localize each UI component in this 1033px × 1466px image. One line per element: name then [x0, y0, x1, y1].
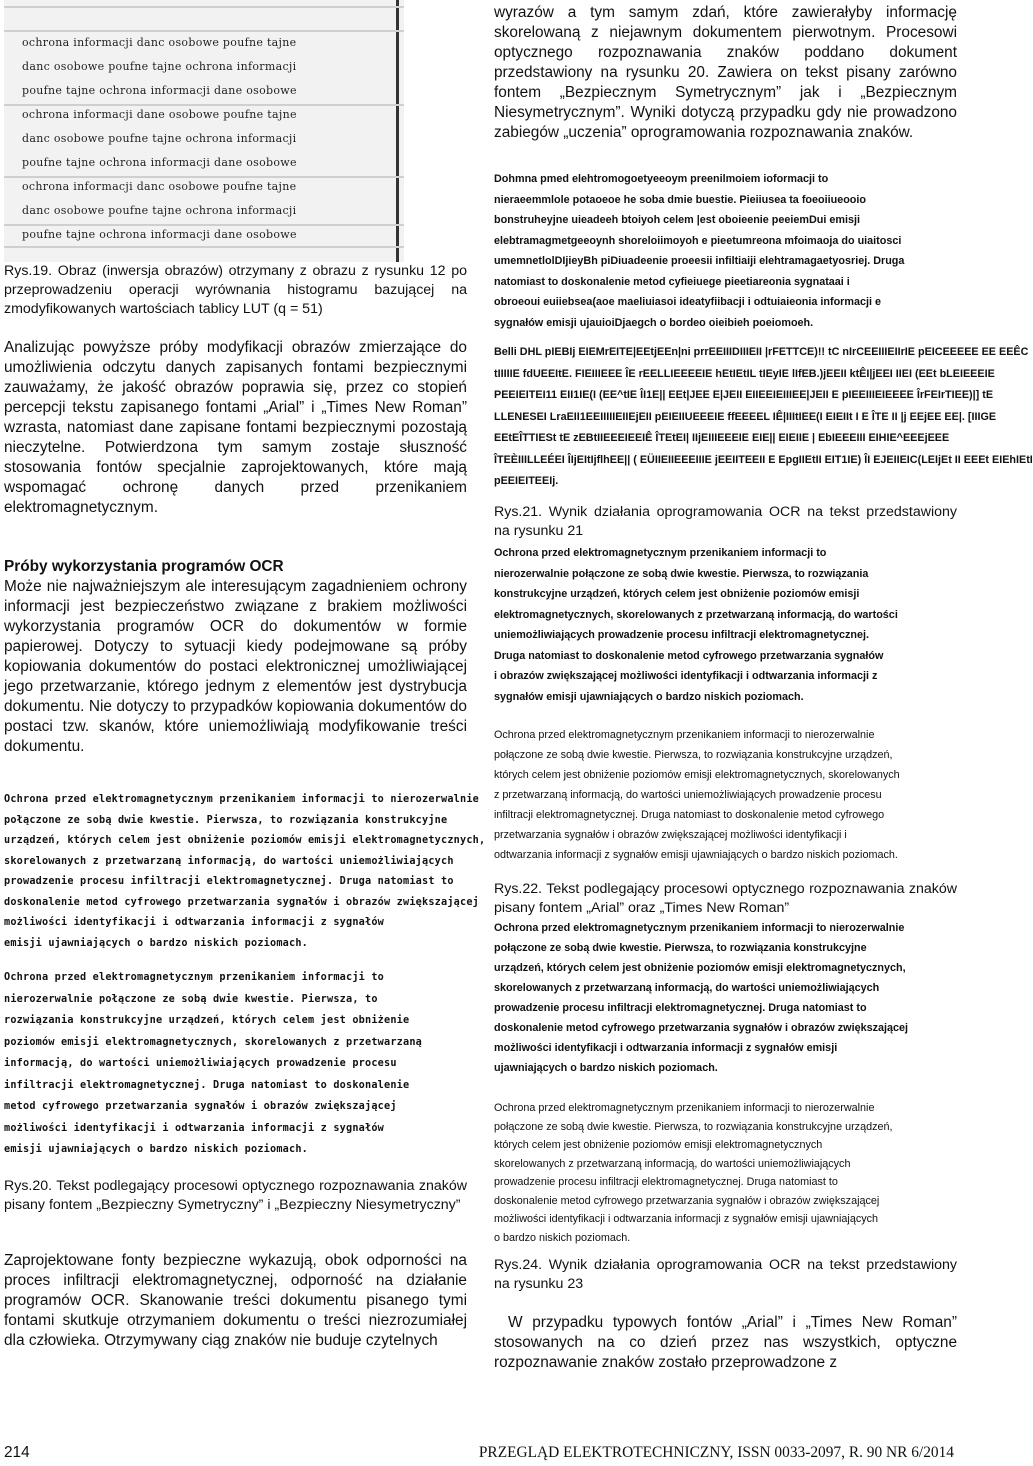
figure-text-line: odtwarzania informacji z sygnałów emisji ujawniających o bardzo niskich poziomach. — [494, 849, 898, 861]
fig19-caption-block — [4, 262, 467, 319]
figure-text-line: przetwarzania sygnałów i obrazów zwiększającej możliwości identyfikacji i — [494, 829, 847, 841]
figure-text-line: skorelowanych z przetwarzaną informacją, do wartości uniemożliwiających — [4, 855, 454, 867]
figure-text-line: ochrona informacji danc osobowe poufne tajne — [22, 180, 297, 193]
figure-text-line: nierozerwalnie połączone ze sobą dwie kwestie. Pierwsza, to — [4, 993, 378, 1005]
figure-text-line: ujawniających o bardzo niskich poziomach. — [494, 1062, 718, 1074]
figure-text-line: nierozerwalnie połączone ze sobą dwie kwestie. Pierwsza, to rozwiązania — [494, 567, 869, 580]
figure-text-line: PEEIEITEI11 EII1IE(I (EE^tIE ÎI1E|| EEt|JEE E|JEII EIIEEIEIIIEE|JEII E pIEEIIIEIEEEE ÎrFEIrTIEE)|] tE — [494, 389, 994, 401]
figure-text-line: metod cyfrowego przetwarzania sygnałów i obrazów zwiększającej — [4, 1101, 397, 1112]
figure-text-line: prowadzenie procesu infiltracji elektromagnetycznej. Druga natomiast to — [494, 1176, 838, 1188]
figure-text-line: których celem jest obniżenie poziomów emisji elektromagnetycznych — [494, 1139, 823, 1151]
fig22-image-bottom — [494, 727, 957, 871]
journal-info: PRZEGLĄD ELEKTROTECHNICZNY, ISSN 0033-2097, R. 90 NR 6/2014 — [478, 1444, 954, 1461]
right-bottom-paragraph: W przypadku typowych fontów „Arial” i „Times New Roman” stosowanych na co dzień przez nas wszystkich, optyczne rozpoznawanie znaków zostało przeprowadzone z — [494, 1314, 957, 1371]
figure-text-line: poufne tajne ochrona informacji dane osobowe — [22, 84, 297, 97]
figure-text-line: danc osobowe poufne tajne ochrona informacji — [22, 132, 297, 145]
figure-text-line: ochrona informacji dane osobowe poufne tajne — [22, 108, 297, 121]
figure-text-line: EEtEÎTTIESt tE zEBtIIEEEIEEIÊ ÎTEtEI| IIjEIIIEEEIE EIE|| EIEIIE | EbIEEEIII EIHIE^EEEjEEE — [494, 432, 950, 444]
scan-edge-bar — [396, 0, 399, 262]
fig21-image-top — [494, 171, 957, 339]
scan-band — [4, 104, 404, 106]
figure-text-line: infiltracji elektromagnetycznej. Druga natomiast to doskonalenie — [4, 1079, 410, 1091]
scan-band — [4, 30, 404, 32]
analysis-paragraph: Analizując powyższe próby modyfikacji obrazów zmierzające do umożliwienia odczytu danych zapisanych fontami bezpiecznymi zauważamy, że jakość obrazów poprawia się, przez co stopień percepcji tekstu zapisanego fontami „Arial” i „Times New Roman” wzrasta, natomiast dane zapisane fontami bezpiecznymi pozostają nieczytelne. Potwierdzona tym samym zostaje słuszność stosowania fontów specjalnie zaprojektowanych, które mają wspomagać ochronę danych przed przenikaniem elektromagnetycznym. — [4, 339, 467, 516]
figure-text-line: doskonalenie metod cyfrowego przetwarzania sygnałów i obrazów zwiększającej — [4, 896, 480, 908]
ocr-paragraph: Może nie najważniejszym ale interesującym zagadnieniem ochrony informacji jest bezpieczeństwo związane z brakiem możliwości wykorzystania programów OCR do dokumentów w formie papierowej. Dotyczy to sytuacji kiedy podejmowane są próby kopiowania dokumentów do postaci elektronicznej umożliwiającej jego przetwarzanie, którego jednym z elementów jest dystrybucja dokumentu. Nie dotyczy to przypadków kopiowania dokumentów do postaci tzw. skanów, które uniemożliwiają modyfikowanie treści dokumentu. — [4, 578, 467, 755]
figure-text-line: poufne tajne ochrona informacji dane osobowe — [22, 228, 297, 241]
figure-text-line: prowadzenie procesu infiltracji elektromagnetycznej. Druga natomiast to — [494, 1002, 867, 1014]
scan-band — [4, 176, 404, 178]
figure-text-line: sygnałów emisji ujawniających o bardzo niskich poziomach. — [494, 690, 804, 703]
fig21-caption-block — [494, 503, 957, 541]
fig20-image-top — [4, 790, 486, 958]
figure-text-line: możliwości identyfikacji i odtwarzania informacji z sygnałów — [4, 917, 385, 928]
figure-text-line: połączone ze sobą dwie kwestie. Pierwsza, to rozwiązania konstrukcyjne — [494, 942, 867, 954]
figure-text-line: Ochrona przed elektromagnetycznym przenikaniem informacji to nierozerwalnie — [494, 922, 905, 934]
figure-text-line: doskonalenie metod cyfrowego przetwarzania sygnałów i obrazów zwiększającej — [494, 1194, 880, 1207]
figure-text-line: połączone ze sobą dwie kwestie. Pierwsza, to rozwiązania konstrukcyjne urządzeń, — [494, 1120, 893, 1133]
figure-text-line: poufne tajne ochrona informacji dane osobowe — [22, 156, 297, 169]
figure-text-line: poziomów emisji elektromagnetycznych, skorelowanych z przetwarzaną — [4, 1036, 423, 1048]
figure-text-line: Ochrona przed elektromagnetycznym przenikaniem informacji to nierozerwalnie — [494, 729, 875, 741]
fig22-caption: Rys.22. Tekst podlegający procesowi optycznego rozpoznawania znaków pisany fontem „Arial” oraz „Times New Roman” — [494, 881, 957, 916]
fig19-image — [4, 0, 404, 262]
figure-text-line: sygnałów emisji ujauioiDjaegch o bordeo oieibieh poeiomoeh. — [494, 316, 814, 329]
figure-text-line: z przetwarzaną informacją, do wartości uniemożliwiających prowadzenie procesu — [494, 789, 882, 801]
fig20-caption-block — [4, 1177, 467, 1215]
figure-text-line: LLENESEI LraEII1EEIIIIIEIIEjEII pEIEIIUEEEIE ffEEEEL IÊ|IIItIEE(I EIEIIt I E ÎTE II |j EEjEE EE|. [IIIGE — [494, 410, 997, 423]
figure-text-line: Ochrona przed elektromagnetycznym przenikaniem informacji to nierozerwalnie — [4, 794, 480, 805]
fig20-image-bottom — [4, 966, 454, 1162]
figure-text-line: danc osobowe poufne tajne ochrona informacji — [22, 204, 297, 217]
fig19-caption: Rys.19. Obraz (inwersja obrazów) otrzymany z obrazu z rysunku 12 po przeprowadzeniu operacji wyrównania histogramu bazującej na zmodyfikowanych wartościach tablicy LUT (q = 51) — [4, 263, 467, 317]
figure-text-line: skorelowanych z przetwarzaną informacją, do wartości uniemożliwiających — [494, 1157, 851, 1170]
figure-text-line: danc osobowe poufne tajne ochrona informacji — [22, 60, 297, 73]
figure-text-line: urządzeń, których celem jest obniżenie poziomów emisji elektromagnetycznych, — [4, 835, 486, 846]
figure-text-line: doskonalenie metod cyfrowego przetwarzania sygnałów i obrazów zwiększającej — [494, 1022, 908, 1034]
analysis-paragraph-block — [4, 338, 467, 518]
figure-text-line: pEEIEITEEIj. — [494, 475, 559, 487]
figure-text-line: elektromagnetycznych, skorelowanych z przetwarzaną informacją, do wartości — [494, 608, 898, 621]
figure-text-line: konstrukcyjne urządzeń, których celem jest obniżenie poziomów emisji — [494, 588, 860, 600]
figure-text-line: możliwości identyfikacji i odtwarzania informacji z sygnałów — [4, 1122, 385, 1134]
figure-text-line: ÎTEÈIIILLEÉEI ÎIjEItIjflhEE|| ( EÜIIEIIEEEIIIE jEEIITEEII E EpgIIEtII EIT1IE) ÎI EJEIIEIC(LEIjEt II EEEt EIEhIEtI — [494, 453, 1033, 466]
fig21-image-bottom — [494, 342, 1033, 498]
fig24-caption-block — [494, 1256, 957, 1294]
scan-band — [4, 224, 404, 226]
figure-text-line: emisji ujawniających o bardzo niskich poziomach. — [4, 937, 309, 949]
figure-text-line: skorelowanych z przetwarzaną informacją, do wartości uniemożliwiających — [494, 982, 880, 994]
figure-text-line: połączone ze sobą dwie kwestie. Pierwsza, to rozwiązania konstrukcyjne urządzeń, — [494, 749, 893, 761]
fig20-caption: Rys.20. Tekst podlegający procesowi optycznego rozpoznawania znaków pisany fontem „Bezpieczny Symetryczny” i „Bezpieczny Niesymetryczny” — [4, 1178, 467, 1213]
scan-band — [4, 6, 404, 8]
right-top-paragraph-block — [494, 3, 957, 143]
figure-text-line: tIIIIIE fdUEEItE. FIEIIIEEE ÎE rEELLIEEEEIE hEtIEtIL tIEyIE lIfEB.)jEEII ktÊI|jEEI IIEI (EEt bLEIEEEIE — [494, 367, 995, 380]
figure-text-line: których celem jest obniżenie poziomów emisji elektromagnetycznych, skorelowanych — [494, 769, 900, 781]
figure-text-line: o bardzo niskich poziomach. — [494, 1231, 631, 1244]
figure-text-line: obroeoui euiiebsea(aoe maeliuiasoi ideatyfiibacji i odtuiaieonia informacji e — [494, 296, 881, 308]
figure-text-line: Druga natomiast to doskonalenie metod cyfrowego przetwarzania sygnałów — [494, 649, 884, 662]
fig22-image-top — [494, 545, 957, 713]
page-footer — [0, 1444, 960, 1464]
section-heading: Próby wykorzystania programów OCR — [4, 558, 284, 575]
figure-text-line: Ochrona przed elektromagnetycznym przenikaniem informacji to — [494, 547, 827, 559]
figure-text-line: infiltracji elektromagnetycznej. Druga natomiast to doskonalenie metod cyfrowego — [494, 809, 885, 821]
figure-text-line: i obrazów zwiększającej możliwości identyfikacji i odtwarzania informacji z — [494, 670, 878, 682]
figure-text-line: ochrona informacji danc osobowe poufne tajne — [22, 36, 297, 49]
figure-text-line: informacją, do wartości uniemożliwiających prowadzenie procesu — [4, 1058, 397, 1069]
figure-text-line: natomiast to doskonalenie metod cyfieiuege pieetiareonia sygnataai i — [494, 275, 850, 288]
figure-text-line: możliwości identyfikacji i odtwarzania informacji z sygnałów emisji — [494, 1042, 838, 1054]
figure-text-line: umemnetlolDIjieyBh piDiuadeenie proeesii infiltiaiji elehtramagaetyosriej. Druga — [494, 255, 905, 267]
figure-text-line: bonstruheyjne uieadeeh btoiyoh celem |est oboieenie peeiemDui emisji — [494, 214, 861, 226]
fonts-paragraph: Zaprojektowane fonty bezpieczne wykazują, obok odporności na proces infiltracji elektromagnetycznej, odporność na działanie programów OCR. Skanowanie treści dokumentu pisanego tymi fontami skutkuje otrzymaniem dokumentu o treści niezrozumiałej dla człowieka. Otrzymywany ciąg znaków nie buduje czytelnych — [4, 1252, 467, 1349]
figure-text-line: rozwiązania konstrukcyjne urządzeń, których celem jest obniżenie — [4, 1015, 410, 1026]
figure-text-line: Ochrona przed elektromagnetycznym przenikaniem informacji to nierozerwalnie — [494, 1102, 875, 1114]
figure-text-line: Dohmna pmed elehtromogoetyeeoym preenilmoiem ioformacji to — [494, 173, 829, 185]
fig21-caption: Rys.21. Wynik działania oprogramowania OCR na tekst przedstawiony na rysunku 21 — [494, 504, 957, 539]
figure-text-line: nieraeemmlole potaoeoe he soba dmie buestie. Pieiiusea ta foeoiiueooio — [494, 193, 866, 206]
figure-text-line: Belli DHL pIEBIj EIEMrEITE|EEtjEEn|ni prrEEIIIDIIIEII |rFETTCE)!! tC nIrCEEIIIEIIrIE pEICEEEEE EE EEÊC — [494, 346, 1029, 358]
scan-band — [4, 246, 404, 248]
figure-text-line: uniemożliwiających prowadzenie procesu infiltracji elektromagnetycznej. — [494, 629, 870, 641]
fig22-caption-block — [494, 880, 957, 918]
fig24-caption: Rys.24. Wynik działania oprogramowania OCR na tekst przedstawiony na rysunku 23 — [494, 1257, 957, 1292]
figure-text-line: urządzeń, których celem jest obniżenie poziomów emisji elektromagnetycznych, — [494, 962, 906, 974]
fonts-paragraph-block — [4, 1251, 467, 1351]
page-number: 214 — [4, 1444, 30, 1461]
figure-text-line: możliwości identyfikacji i odtwarzania informacji z sygnałów emisji ujawniających — [494, 1213, 879, 1225]
ocr-section — [4, 557, 467, 757]
fig24-image — [494, 1100, 957, 1250]
right-top-paragraph: wyrazów a tym samym zdań, które zawierałyby informację skorelowaną z niejawnym dokumentem pierwotnym. Procesowi optycznego rozpoznawania znaków poddano dokument przedstawiony na rysunku 20. Zawiera on tekst pisany zarówno fontem „Bezpiecznym Symetrycznym” jak i „Bezpiecznym Niesymetrycznym”. Wyniki dotyczą przypadku gdy nie prowadzono zabiegów „uczenia” oprogramowania rozpoznawania znaków. — [494, 4, 957, 141]
fig23-image — [494, 920, 957, 1084]
figure-text-line: połączone ze sobą dwie kwestie. Pierwsza, to rozwiązania konstrukcyjne — [4, 814, 448, 826]
figure-text-line: Ochrona przed elektromagnetycznym przenikaniem informacji to — [4, 972, 385, 983]
figure-text-line: elebtramagmetgeeoynh shoreloiimoyoh e pieetumreona mfoimaoja do uiaitosci — [494, 234, 902, 247]
figure-text-line: prowadzenie procesu infiltracji elektromagnetycznej. Druga natomiast to — [4, 876, 454, 887]
figure-text-line: emisji ujawniających o bardzo niskich poziomach. — [4, 1144, 309, 1155]
right-bottom-paragraph-block — [494, 1313, 957, 1373]
